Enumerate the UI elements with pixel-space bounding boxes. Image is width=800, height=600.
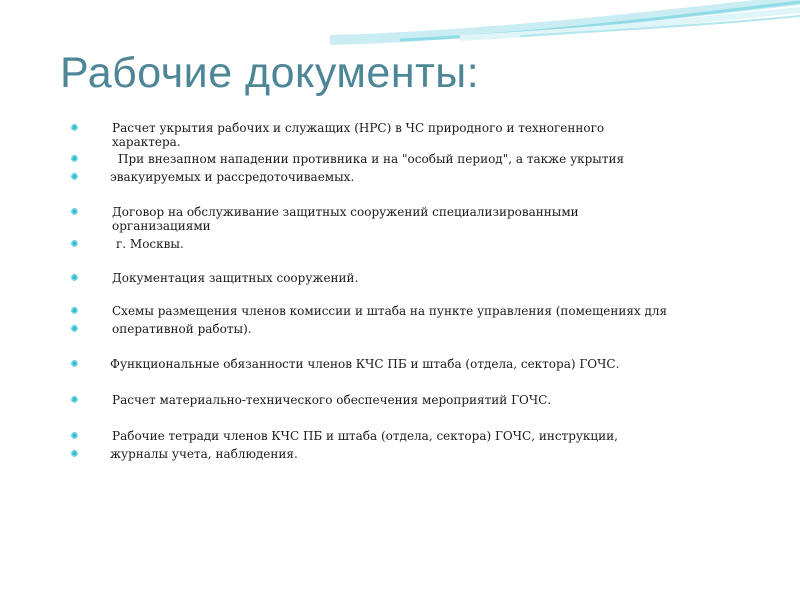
sun-bullet-icon: ✺	[70, 239, 79, 250]
bullet-text: Расчет материально-технического обеспечения мероприятий ГОЧС.	[112, 393, 552, 407]
bullet-text: оперативной работы).	[112, 322, 252, 336]
sun-bullet-icon: ✺	[70, 449, 79, 460]
bullet-text: Функциональные обязанности членов КЧС ПБ и штаба (отдела, сектора) ГОЧС.	[110, 357, 620, 371]
bullet-text-continuation: характера.	[112, 135, 181, 149]
sun-bullet-icon: ✺	[70, 395, 79, 406]
bullet-text-continuation: организациями	[112, 219, 211, 233]
bullet-text: Схемы размещения членов комиссии и штаба на пункте управления (помещениях для	[112, 304, 668, 318]
page-title: Рабочие документы:	[60, 49, 480, 97]
bullet-text: г. Москвы.	[116, 237, 184, 251]
bullet-text: эвакуируемых и рассредоточиваемых.	[110, 170, 355, 184]
bullet-text: Документация защитных сооружений.	[112, 271, 359, 285]
bullet-text: Рабочие тетради членов КЧС ПБ и штаба (отдела, сектора) ГОЧС, инструкции,	[112, 429, 618, 443]
bullet-text: Договор на обслуживание защитных сооружений специализированными	[112, 205, 579, 219]
sun-bullet-icon: ✺	[70, 172, 79, 183]
sun-bullet-icon: ✺	[70, 359, 79, 370]
sun-bullet-icon: ✺	[70, 273, 79, 284]
bullet-text: Расчет укрытия рабочих и служащих (НРС) в ЧС природного и техногенного	[112, 121, 605, 135]
sun-bullet-icon: ✺	[70, 431, 79, 442]
sun-bullet-icon: ✺	[70, 154, 79, 165]
bullet-text: При внезапном нападении противника и на "особый период", а также укрытия	[118, 152, 625, 166]
sun-bullet-icon: ✺	[70, 324, 79, 335]
sun-bullet-icon: ✺	[70, 306, 79, 317]
sun-bullet-icon: ✺	[70, 207, 79, 218]
bullet-text: журналы учета, наблюдения.	[110, 447, 298, 461]
sun-bullet-icon: ✺	[70, 123, 79, 134]
